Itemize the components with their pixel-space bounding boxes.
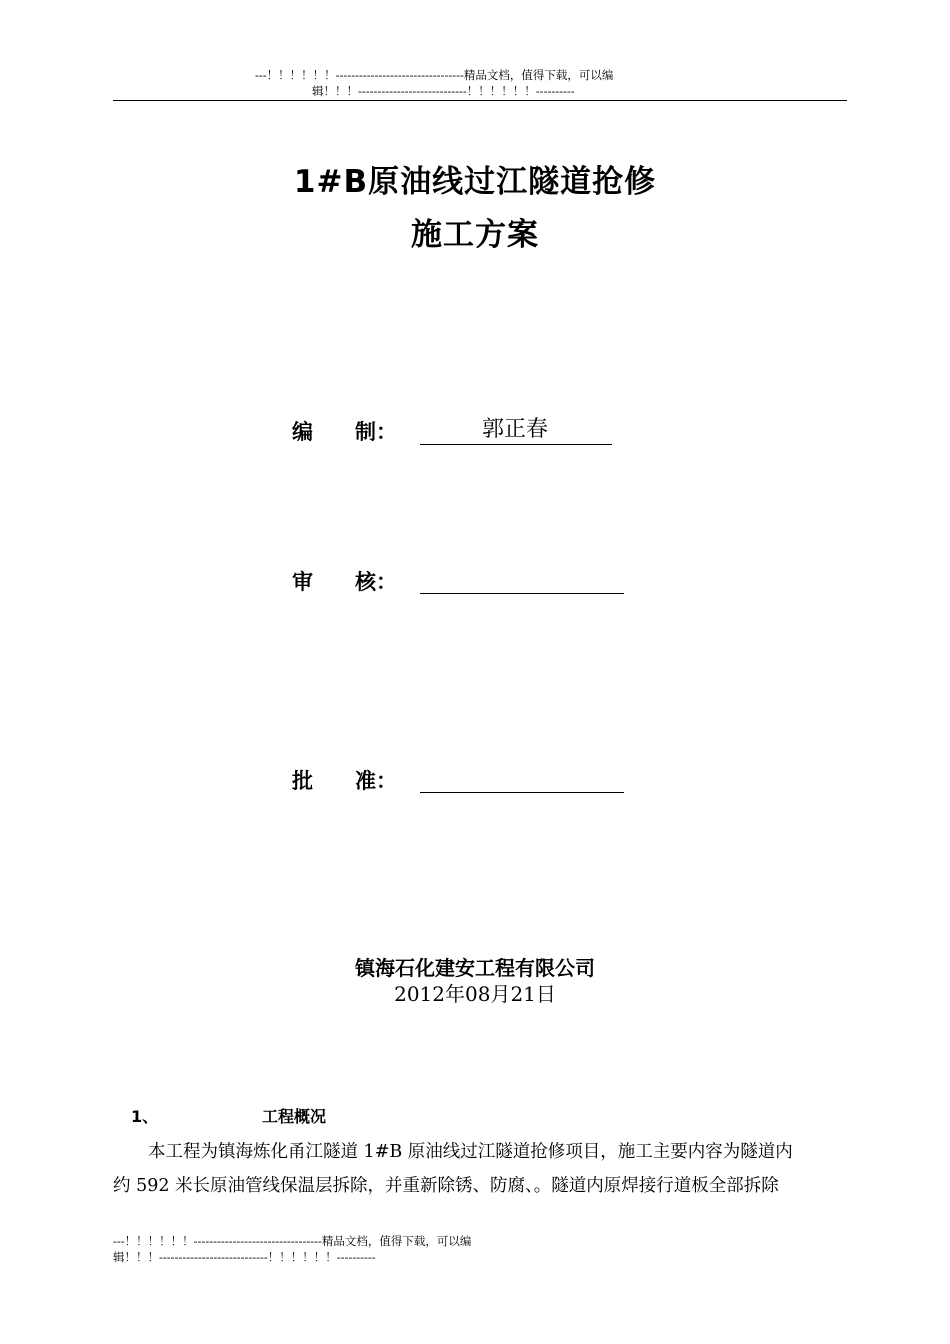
header-line-2: 辑！！！----------------------------！！！！！！---------- [312, 84, 575, 98]
section-number: 1、 [131, 1107, 159, 1126]
body-paragraph-line-1: 本工程为镇海炼化甬江隧道 1#B 原油线过江隧道抢修项目，施工主要内容为隧道内 [148, 1142, 793, 1162]
reviewed-by-label: 审 核： [292, 570, 397, 594]
section-title: 工程概况 [262, 1107, 327, 1126]
document-date: 2012年08月21日 [394, 982, 556, 1006]
approved-by-label: 批 准： [292, 769, 397, 793]
compiled-by-label: 编 制： [292, 420, 397, 444]
company-name: 镇海石化建安工程有限公司 [355, 956, 595, 980]
footer-line-2: 辑！！！----------------------------！！！！！！---------- [113, 1250, 376, 1264]
header-divider [113, 100, 847, 101]
approved-by-underline [420, 792, 624, 793]
body-paragraph-line-2: 约 592 米长原油管线保温层拆除，并重新除锈、防腐、。隧道内原焊接行道板全部拆除 [113, 1176, 779, 1196]
document-title-line-1: 1#B原油线过江隧道抢修 [293, 164, 657, 200]
footer-line-1: ---！！！！！！---------------------------------精品文档，值得下载，可以编 [113, 1234, 472, 1248]
document-title-line-2: 施工方案 [411, 217, 539, 253]
compiled-by-underline [420, 444, 612, 445]
reviewed-by-underline [420, 593, 624, 594]
header-line-1: ---！！！！！！---------------------------------精品文档，值得下载，可以编 [255, 68, 614, 82]
compiled-by-value: 郭正春 [481, 417, 548, 442]
